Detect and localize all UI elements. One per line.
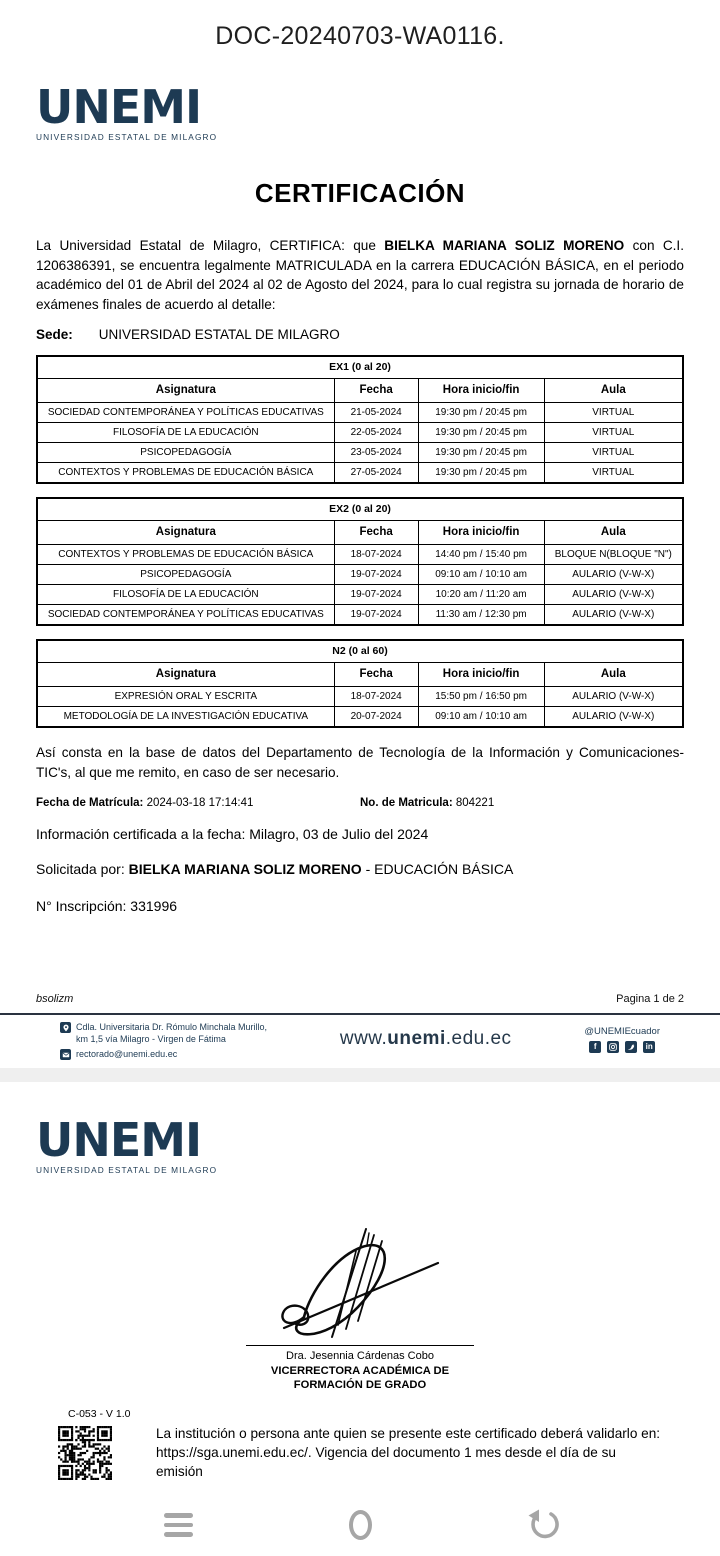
table-row [37, 707, 683, 728]
table-title: EX1 (0 al 20) [37, 356, 683, 379]
table-row [37, 545, 683, 565]
table-cell: AULARIO (V-W-X) [544, 585, 683, 605]
table-cell: 10:20 am / 11:20 am [418, 585, 544, 605]
table-cell: AULARIO (V-W-X) [544, 687, 683, 707]
table-cell: 22-05-2024 [334, 423, 418, 443]
unemi-logo [36, 80, 218, 142]
column-header: Hora inicio/fin [418, 521, 544, 545]
social-handle: @UNEMIEcuador [584, 1026, 660, 1037]
student-name: BIELKA MARIANA SOLIZ MORENO [384, 238, 625, 253]
footer-website[interactable]: www.unemi.edu.ec [339, 1028, 512, 1049]
table-title: EX2 (0 al 20) [37, 498, 683, 521]
back-button[interactable] [524, 1507, 560, 1543]
sede-value: UNIVERSIDAD ESTATAL DE MILAGRO [98, 327, 340, 342]
no-matricula-label: No. de Matricula: [360, 797, 453, 809]
validation-text: La institución o persona ante quien se presente este certificado deberá validarlo en: https://sga.unemi.edu.ec/. Vigencia del documento 1 mes desde el día de su emisión [156, 1426, 661, 1479]
table-cell: FILOSOFÍA DE LA EDUCACIÓN [37, 423, 334, 443]
table-cell: 19:30 pm / 20:45 pm [418, 443, 544, 463]
table-cell: 15:50 pm / 16:50 pm [418, 687, 544, 707]
table-cell: 19:30 pm / 20:45 pm [418, 463, 544, 484]
fecha-matricula [36, 797, 360, 809]
hamburger-icon [164, 1513, 193, 1537]
table-cell: SOCIEDAD CONTEMPORÁNEA Y POLÍTICAS EDUCATIVAS [37, 403, 334, 423]
home-circle-icon [349, 1510, 372, 1540]
instagram-icon[interactable] [607, 1041, 619, 1053]
username-watermark: bsolizm [36, 993, 74, 1005]
column-header: Hora inicio/fin [418, 663, 544, 687]
column-header: Hora inicio/fin [418, 379, 544, 403]
table-cell: 19:30 pm / 20:45 pm [418, 403, 544, 423]
table-row [37, 463, 683, 484]
table-row [37, 423, 683, 443]
table-cell: EXPRESIÓN ORAL Y ESCRITA [37, 687, 334, 707]
no-matricula-value: 804221 [452, 797, 495, 809]
back-arrow-icon [524, 1507, 560, 1543]
fecha-matricula-value: 2024-03-18 17:14:41 [143, 797, 254, 809]
signature-rule [246, 1345, 474, 1346]
table-cell: VIRTUAL [544, 463, 683, 484]
footer-email[interactable]: rectorado@unemi.edu.ec [76, 1049, 178, 1059]
table-cell: CONTEXTOS Y PROBLEMAS DE EDUCACIÓN BÁSICA [37, 463, 334, 484]
schedule-table [36, 639, 684, 728]
table-row [37, 443, 683, 463]
qr-code [58, 1426, 112, 1480]
column-header: Fecha [334, 663, 418, 687]
page-indicator: Pagina 1 de 2 [616, 993, 684, 1005]
intro-text-2: con C.I. 1206386391, se encuentra legalmente MATRICULADA en la carrera EDUCACIÓN BÁSICA, en el periodo académico del 01 de Abril del 2024 al 02 de Agosto del 2024, para lo cual registra su jornada de horario de exámenes finales de acuerdo al detalle: [36, 238, 684, 312]
exam-table-n2 [36, 639, 684, 728]
footer-address-text: Cdla. Universitaria Dr. Rómulo Minchala Murillo, km 1,5 vía Milagro - Virgen de Fátima [76, 1022, 268, 1044]
requested-by-name: BIELKA MARIANA SOLIZ MORENO [128, 861, 362, 877]
table-cell: 23-05-2024 [334, 443, 418, 463]
table-cell: VIRTUAL [544, 423, 683, 443]
facebook-icon[interactable]: f [589, 1041, 601, 1053]
table-cell: 18-07-2024 [334, 687, 418, 707]
table-row [37, 605, 683, 626]
certification-intro-paragraph [36, 236, 684, 314]
matricula-row [36, 797, 684, 809]
fecha-matricula-label: Fecha de Matrícula: [36, 797, 144, 809]
signatory-role: VICERRECTORA ACADÉMICA DE FORMACIÓN DE GRADO [270, 1365, 450, 1391]
column-header: Fecha [334, 521, 418, 545]
exam-table-ex2 [36, 497, 684, 626]
footer-address-block [60, 1022, 267, 1065]
table-cell: AULARIO (V-W-X) [544, 565, 683, 585]
institutional-footer-bar [0, 1013, 720, 1068]
certified-date-line: Información certificada a la fecha: Milagro, 03 de Julio del 2024 [36, 826, 429, 842]
table-cell: PSICOPEDAGOGÍA [37, 565, 334, 585]
table-cell: 20-07-2024 [334, 707, 418, 728]
table-row [37, 565, 683, 585]
table-cell: 11:30 am / 12:30 pm [418, 605, 544, 626]
table-cell: 09:10 am / 10:10 am [418, 707, 544, 728]
table-cell: CONTEXTOS Y PROBLEMAS DE EDUCACIÓN BÁSICA [37, 545, 334, 565]
form-version-code: C-053 - V 1.0 [68, 1408, 131, 1420]
unemi-logo-tagline: UNIVERSIDAD ESTATAL DE MILAGRO [36, 1165, 218, 1175]
twitter-icon[interactable] [625, 1041, 637, 1053]
unemi-logo-page2 [36, 1113, 218, 1175]
table-cell: VIRTUAL [544, 443, 683, 463]
page-separator [0, 1068, 720, 1082]
footer-social-block [584, 1026, 660, 1053]
schedule-table [36, 497, 684, 626]
unemi-logo-tagline: UNIVERSIDAD ESTATAL DE MILAGRO [36, 132, 218, 142]
closing-note: Así consta en la base de datos del Departamento de Tecnología de la Información y Comunicaciones-TIC's, al que me remito, en caso de ser necesario. [36, 745, 684, 780]
document-filename-title: DOC-20240703-WA0116. [215, 22, 505, 50]
requested-by-career: - EDUCACIÓN BÁSICA [361, 861, 514, 877]
column-header: Asignatura [37, 521, 334, 545]
column-header: Asignatura [37, 663, 334, 687]
exam-table-ex1 [36, 355, 684, 484]
android-navigation-bar [0, 1494, 720, 1556]
linkedin-icon[interactable]: in [643, 1041, 655, 1053]
validation-row [36, 1424, 684, 1481]
table-cell: 18-07-2024 [334, 545, 418, 565]
table-cell: 19-07-2024 [334, 585, 418, 605]
schedule-table [36, 355, 684, 484]
table-cell: 09:10 am / 10:10 am [418, 565, 544, 585]
handwritten-signature [270, 1225, 450, 1343]
table-row [37, 687, 683, 707]
signature-block [230, 1225, 490, 1392]
table-cell: BLOQUE N(BLOQUE "N") [544, 545, 683, 565]
table-cell: AULARIO (V-W-X) [544, 707, 683, 728]
signatory-name: Dra. Jesennia Cárdenas Cobo [286, 1350, 434, 1362]
column-header: Aula [544, 379, 683, 403]
table-row [37, 403, 683, 423]
table-cell: 19:30 pm / 20:45 pm [418, 423, 544, 443]
home-button[interactable] [342, 1507, 378, 1543]
requested-by-label: Solicitada por: [36, 861, 129, 877]
table-cell: 27-05-2024 [334, 463, 418, 484]
page-footer-row [36, 993, 684, 1005]
table-cell: 19-07-2024 [334, 565, 418, 585]
table-cell: PSICOPEDAGOGÍA [37, 443, 334, 463]
column-header: Aula [544, 663, 683, 687]
certificate-page-2 [0, 1082, 720, 1496]
sede-line [36, 327, 684, 342]
table-title: N2 (0 al 60) [37, 640, 683, 663]
column-header: Fecha [334, 379, 418, 403]
no-matricula [360, 797, 684, 809]
table-cell: VIRTUAL [544, 403, 683, 423]
certification-heading: CERTIFICACIÓN [254, 178, 466, 208]
email-icon [60, 1049, 71, 1060]
table-cell: 14:40 pm / 15:40 pm [418, 545, 544, 565]
sede-label: Sede: [36, 327, 73, 342]
table-row [37, 585, 683, 605]
location-pin-icon [60, 1022, 71, 1033]
table-cell: AULARIO (V-W-X) [544, 605, 683, 626]
table-cell: 21-05-2024 [334, 403, 418, 423]
table-cell: FILOSOFÍA DE LA EDUCACIÓN [37, 585, 334, 605]
intro-text-1: La Universidad Estatal de Milagro, CERTIFICA: que [36, 238, 385, 253]
inscription-number-line: N° Inscripción: 331996 [36, 898, 178, 914]
unemi-logo-wordmark: UNEMI [36, 1113, 202, 1167]
recents-menu-button[interactable] [160, 1507, 196, 1543]
table-cell: METODOLOGÍA DE LA INVESTIGACIÓN EDUCATIVA [37, 707, 334, 728]
exam-schedule-tables [36, 355, 684, 728]
requested-by-line [36, 861, 684, 877]
table-cell: SOCIEDAD CONTEMPORÁNEA Y POLÍTICAS EDUCATIVAS [37, 605, 334, 626]
table-cell: 19-07-2024 [334, 605, 418, 626]
column-header: Aula [544, 521, 683, 545]
unemi-logo-wordmark: UNEMI [36, 80, 202, 134]
column-header: Asignatura [37, 379, 334, 403]
